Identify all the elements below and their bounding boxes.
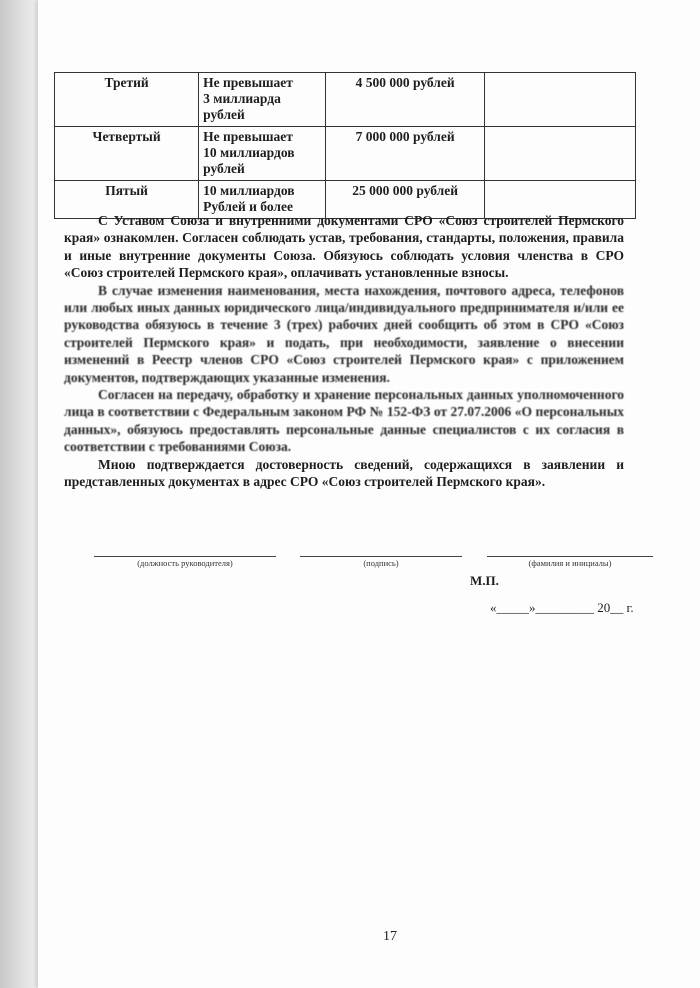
fee-cell: 7 000 000 рублей [325,127,484,181]
fee-cell: 25 000 000 рублей [325,181,484,219]
empty-cell [485,73,636,127]
table-row [55,127,636,181]
level-cell: Пятый [55,181,199,219]
level-cell: Третий [55,73,199,127]
position-caption: (должность руководителя) [137,558,233,568]
paragraph-charter: С Уставом Союза и внутренними документами СРО «Союз строителей Пермского края» ознакомлен. Согласен соблюдать устав, требования, стандарты, положения, правила и иные внутренние документы Союза. Обязуюсь соблюдать условия членства в СРО «Союз строителей Пермского края», оплачивать установленные взносы. [64,213,624,281]
date-field: «_____»_________ 20__ г. [490,600,634,615]
empty-cell [485,127,636,181]
name-caption: (фамилия и инициалы) [528,558,612,568]
liability-levels-table [54,72,636,219]
paragraph-confirmation: Мною подтверждается достоверность сведений, содержащихся в заявлении и представленных документах в адрес СРО «Союз строителей Пермского края». [64,456,624,490]
stamp-label: М.П. [470,573,499,588]
signature-line [300,556,462,557]
paragraph-personal-data: Согласен на передачу, обработку и хранение персональных данных уполномоченного лица в соответствии с Федеральным законом РФ № 152-ФЗ от 27.07.2006 «О персональных данных», обязуюсь предоставлять персональные данные специалистов с их согласия в соответствии с требованиями Союза. [64,387,624,455]
name-line [487,556,653,557]
statement-text [64,212,624,491]
limit-cell: Не превышает 10 миллиардов рублей [199,127,326,181]
paragraph-changes: В случае изменения наименования, места нахождения, почтового адреса, телефонов или любых иных данных юридического лица/индивидуального предпринимателя и/или ее руководства обязуюсь в течение 3 (трех) рабочих дней сообщить об этом в СРО «Союз строителей Пермского края» и подать, при необходимости, заявление о внесении изменений в Реестр членов СРО «Союз строителей Пермского края» с приложением документов, подтверждающих указанные изменения. [64,282,624,385]
level-cell: Четвертый [55,127,199,181]
limit-cell: Не превышает 3 миллиарда рублей [199,73,326,127]
signature-caption: (подпись) [363,558,399,568]
limit-cell: 10 миллиардов Рублей и более [199,181,326,219]
position-line [94,556,276,557]
fee-cell: 4 500 000 рублей [325,73,484,127]
page-number: 17 [383,929,397,944]
page-binding-shadow [0,0,40,988]
table-row [55,73,636,127]
